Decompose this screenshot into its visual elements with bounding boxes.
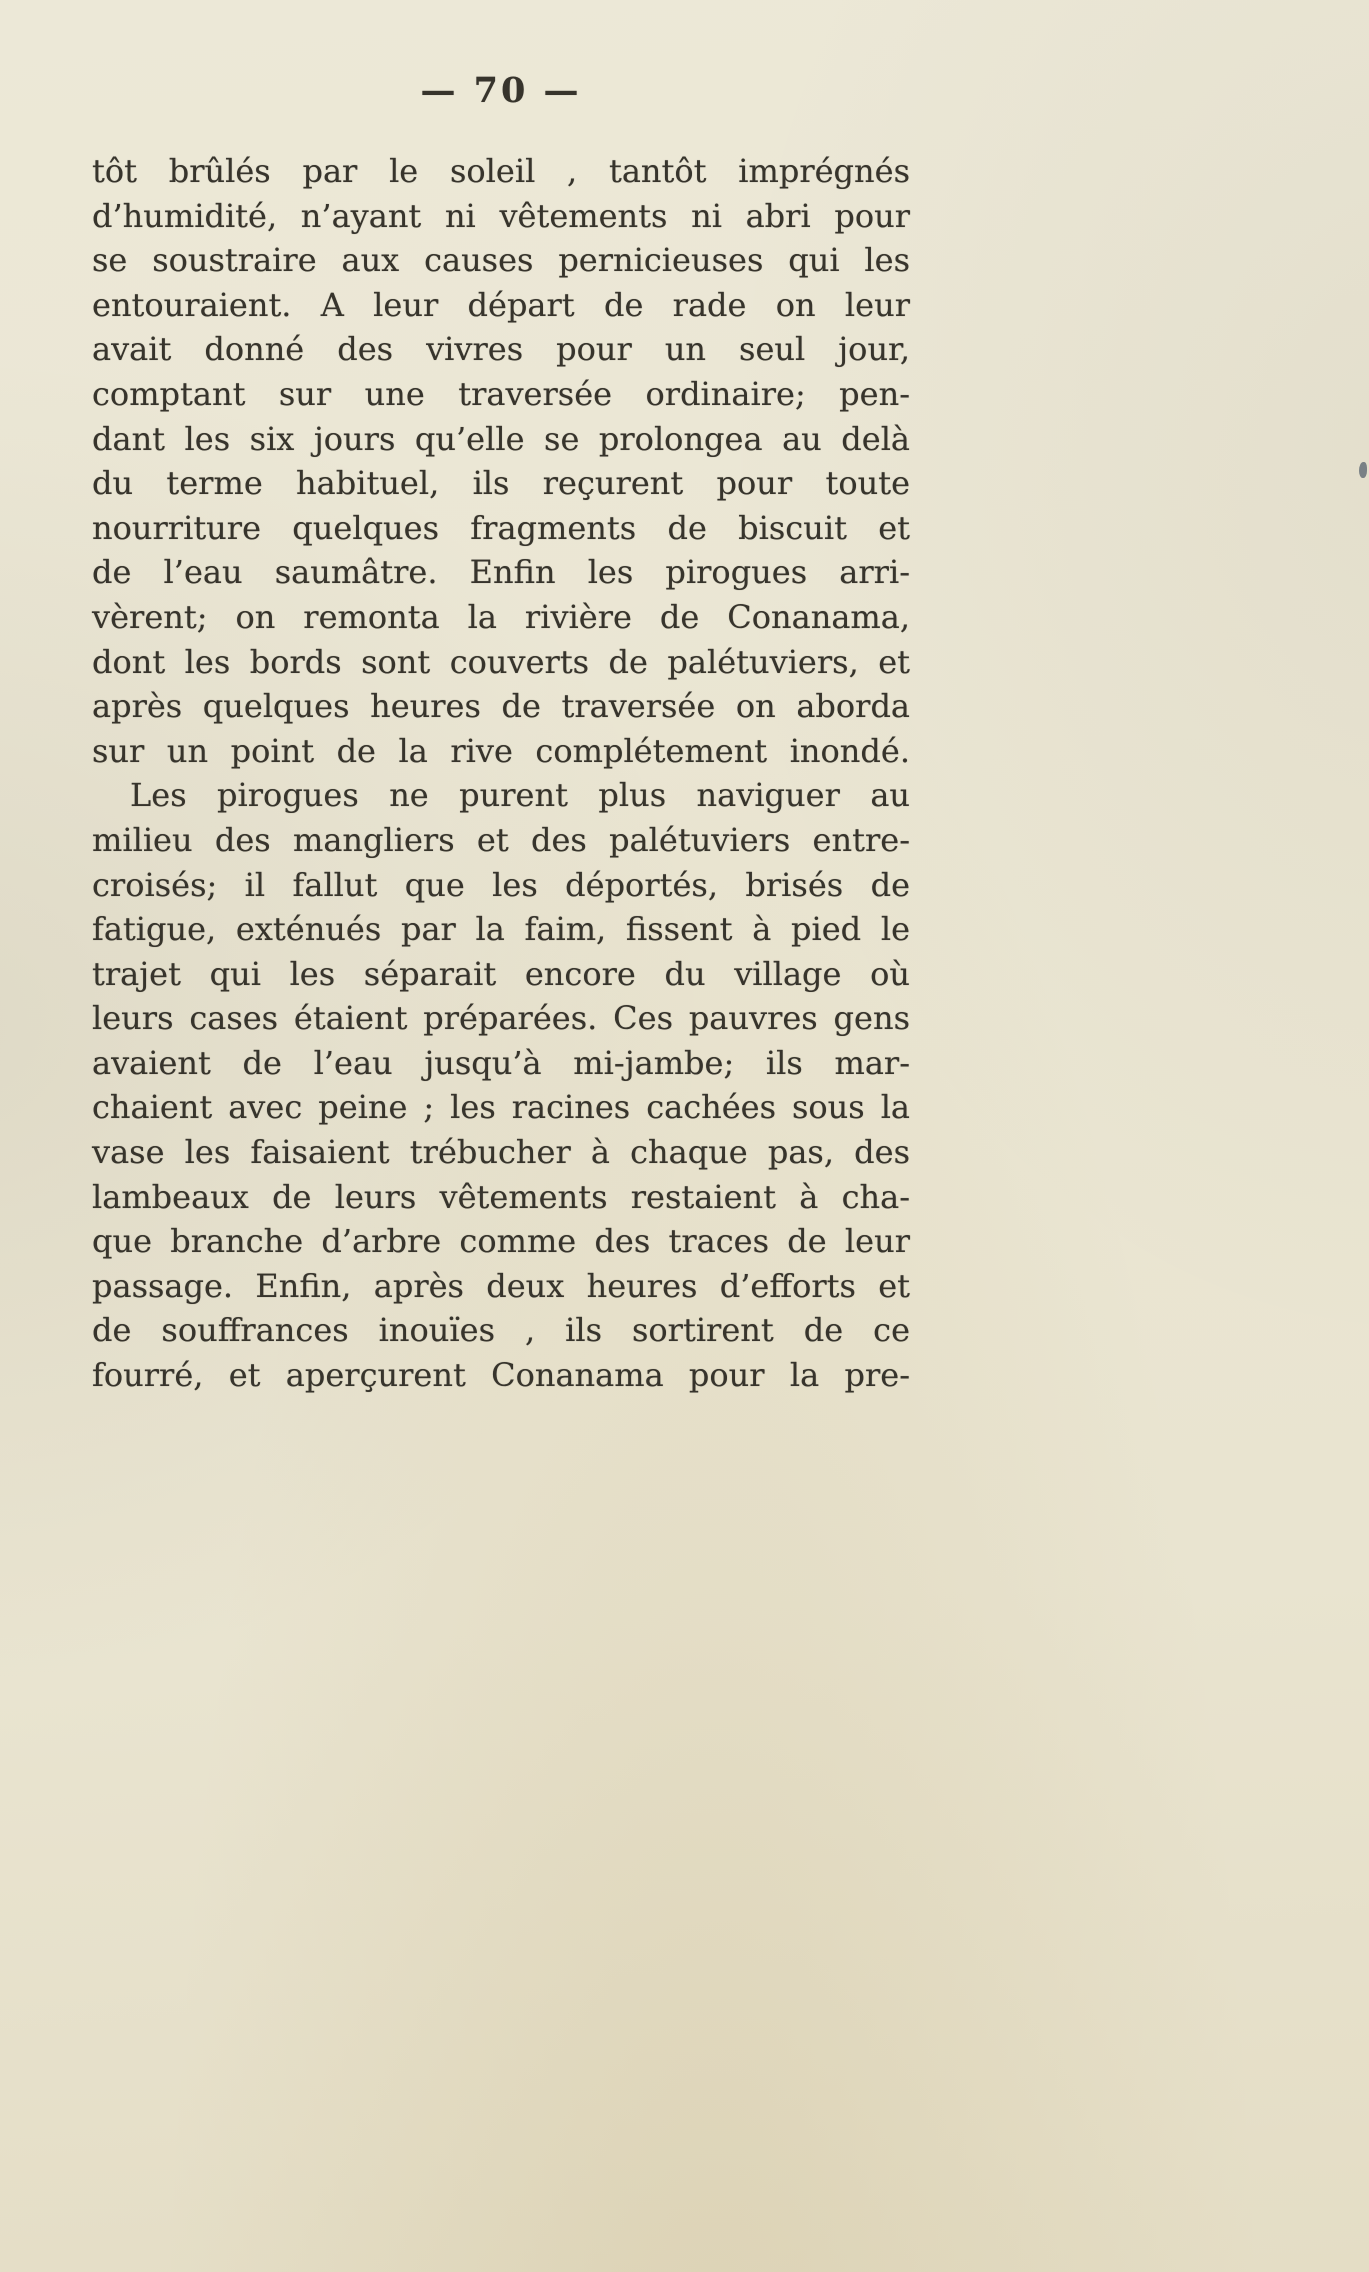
text-line: nourriture quelques fragments de biscuit et <box>92 508 910 547</box>
text-line: sur un point de la rive complétement inondé. <box>92 731 910 770</box>
text-line: avaient de l’eau jusqu’à mi-jambe; ils mar- <box>92 1043 910 1082</box>
text-line: du terme habituel, ils reçurent pour toute <box>92 464 910 503</box>
text-line: entouraient. A leur départ de rade on leur <box>92 285 910 324</box>
text-line: avait donné des vivres pour un seul jour, <box>92 330 910 369</box>
page-number: — 70 — <box>420 70 582 111</box>
text-line: après quelques heures de traversée on aborda <box>92 687 910 726</box>
text-line: chaient avec peine ; les racines cachées sous la <box>92 1088 910 1127</box>
page-content <box>92 70 910 1398</box>
text-line: fatigue, exténués par la faim, fissent à pied le <box>92 910 910 949</box>
text-line: de souffrances inouïes , ils sortirent de ce <box>92 1311 910 1350</box>
ink-speck <box>1359 462 1367 478</box>
text-line: Les pirogues ne purent plus naviguer au <box>130 776 910 815</box>
paragraph <box>92 149 910 773</box>
text-line: leurs cases étaient préparées. Ces pauvres gens <box>92 999 910 1038</box>
text-line: tôt brûlés par le soleil , tantôt imprégnés <box>92 152 910 190</box>
text-line: de l’eau saumâtre. Enfin les pirogues arri- <box>92 553 910 592</box>
text-line: dant les six jours qu’elle se prolongea au delà <box>92 419 910 458</box>
text-line: se soustraire aux causes pernicieuses qui les <box>92 241 910 280</box>
text-block <box>92 149 910 1398</box>
text-line: fourré, et aperçurent Conanama pour la pre- <box>92 1356 910 1395</box>
text-line: croisés; il fallut que les déportés, brisés de <box>92 865 910 904</box>
text-line: vèrent; on remonta la rivière de Conanama, <box>92 597 910 636</box>
paragraph <box>92 773 910 1397</box>
text-line: que branche d’arbre comme des traces de leur <box>92 1222 910 1261</box>
text-line: trajet qui les séparait encore du village où <box>92 954 910 993</box>
text-line: comptant sur une traversée ordinaire; pen- <box>92 374 910 413</box>
text-line: milieu des mangliers et des palétuviers entre- <box>92 820 910 859</box>
text-line: d’humidité, n’ayant ni vêtements ni abri pour <box>92 196 910 235</box>
text-line: vase les faisaient trébucher à chaque pas, des <box>92 1133 910 1172</box>
text-line: dont les bords sont couverts de palétuviers, et <box>92 642 910 681</box>
text-line: lambeaux de leurs vêtements restaient à cha- <box>92 1177 910 1216</box>
text-line: passage. Enfin, après deux heures d’efforts et <box>92 1266 910 1305</box>
